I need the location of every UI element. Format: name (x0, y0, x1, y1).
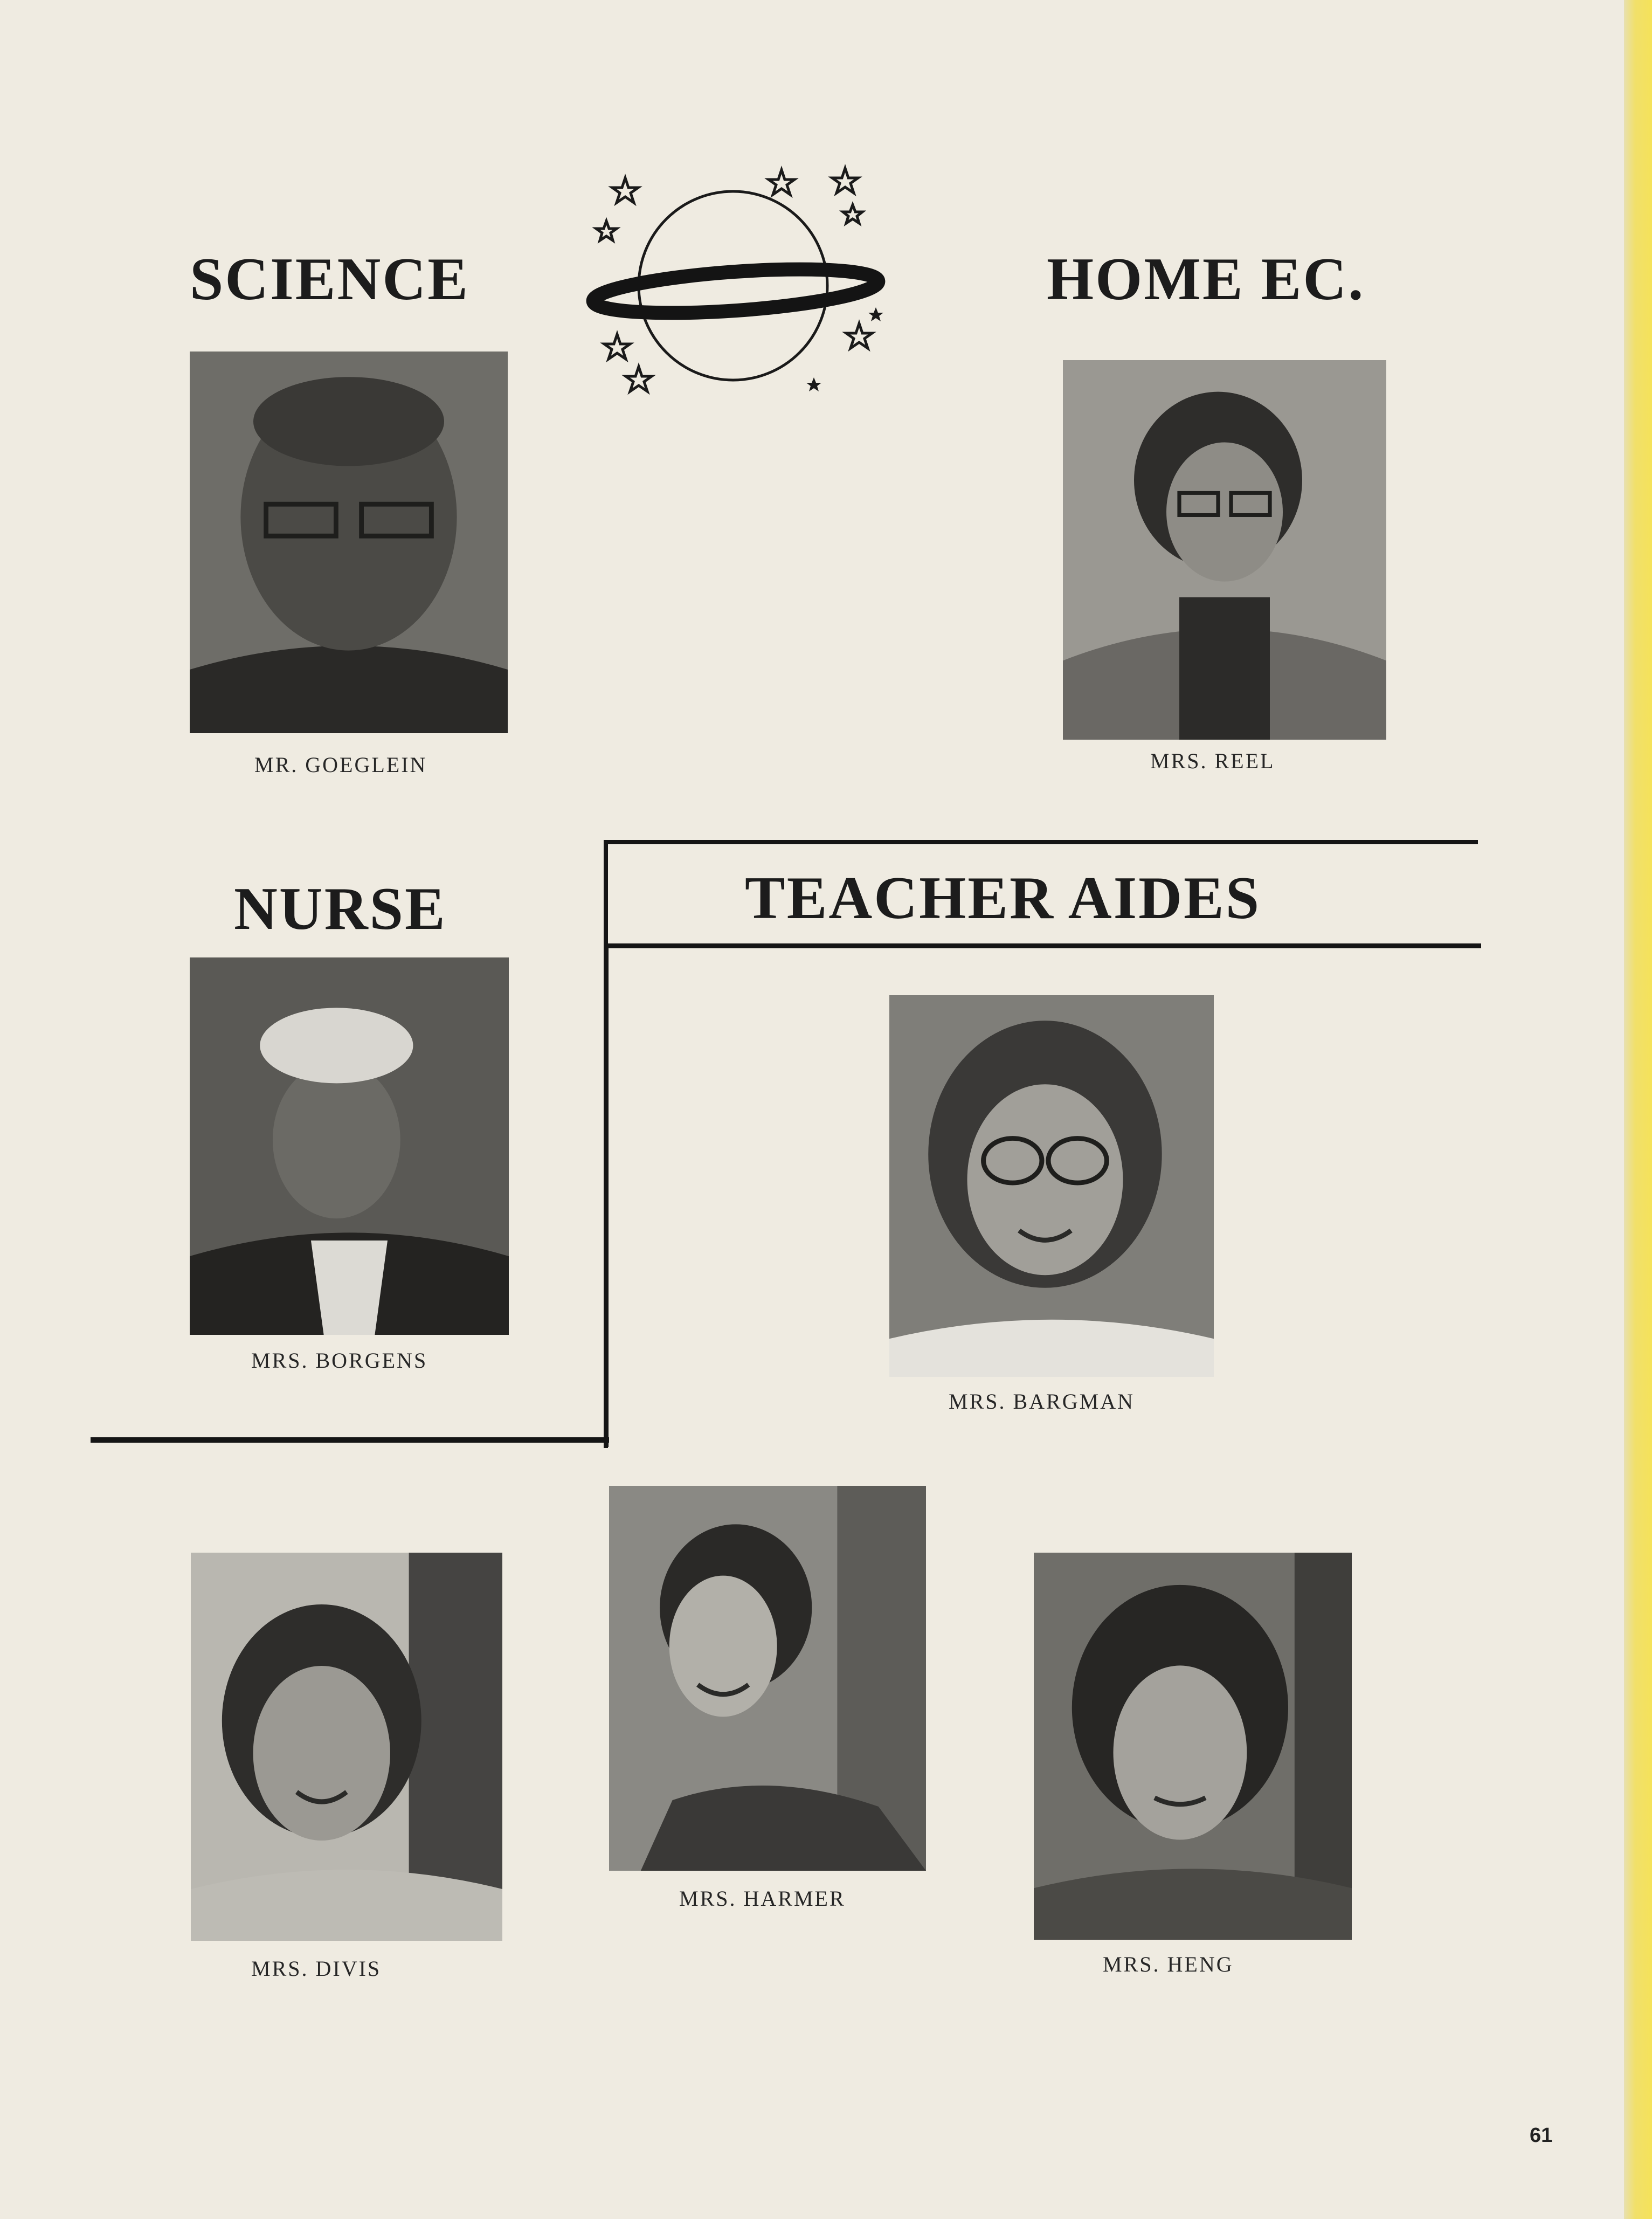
heading-home-ec: HOME EC. (1047, 246, 1365, 313)
photo-reel (1063, 360, 1386, 740)
divider-vertical-inner (605, 945, 609, 1447)
photo-heng (1034, 1553, 1352, 1940)
caption-reel: MRS. REEL (1150, 749, 1275, 773)
photo-bargman (889, 995, 1214, 1377)
caption-heng: MRS. HENG (1103, 1952, 1234, 1976)
caption-divis: MRS. DIVIS (251, 1956, 382, 1981)
divider-top-rule (604, 840, 1478, 844)
caption-goeglein: MR. GOEGLEIN (254, 753, 427, 777)
heading-science: SCIENCE (190, 246, 469, 313)
photo-borgens (190, 957, 509, 1335)
heading-teacher-aides: TEACHER AIDES (745, 865, 1261, 932)
photo-divis (191, 1553, 502, 1941)
heading-nurse: NURSE (234, 876, 447, 942)
caption-borgens: MRS. BORGENS (251, 1348, 428, 1373)
page-number: 61 (1530, 2124, 1553, 2147)
divider-bottom-rule (91, 1437, 609, 1443)
page-edge-yellow (1624, 0, 1652, 2219)
photo-harmer (609, 1486, 926, 1871)
divider-title-underline (605, 943, 1481, 948)
planet-doodle-icon (582, 162, 895, 421)
caption-bargman: MRS. BARGMAN (949, 1389, 1135, 1414)
caption-harmer: MRS. HARMER (679, 1886, 846, 1911)
photo-goeglein (190, 352, 508, 733)
